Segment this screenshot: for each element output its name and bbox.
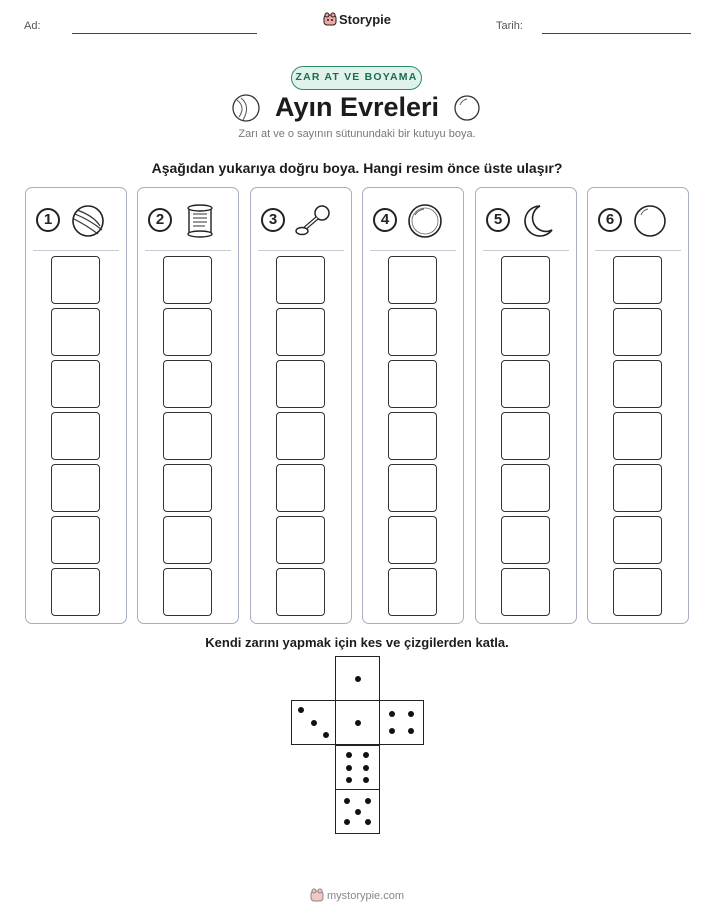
color-box[interactable] — [388, 308, 437, 356]
telescope-icon — [293, 202, 333, 240]
color-box[interactable] — [388, 568, 437, 616]
color-box[interactable] — [163, 464, 212, 512]
die-pip — [346, 752, 352, 758]
color-box[interactable] — [163, 256, 212, 304]
column-number: 4 — [373, 208, 397, 232]
column-header — [476, 202, 576, 242]
color-box[interactable] — [613, 360, 662, 408]
die-face-4 — [379, 700, 424, 745]
color-box[interactable] — [163, 568, 212, 616]
storypie-logo-icon — [323, 12, 337, 26]
color-box[interactable] — [163, 360, 212, 408]
color-box[interactable] — [276, 412, 325, 460]
die-pip — [363, 765, 369, 771]
die-face-3 — [291, 700, 336, 745]
die-pip — [363, 752, 369, 758]
die-pip — [355, 720, 361, 726]
column-1 — [25, 187, 127, 624]
brand-name: Storypie — [338, 12, 391, 27]
column-3 — [250, 187, 352, 624]
color-box[interactable] — [276, 256, 325, 304]
column-header — [138, 202, 238, 242]
full-moon-icon — [405, 202, 445, 240]
die-pip — [389, 728, 395, 734]
column-5 — [475, 187, 577, 624]
planet-icon — [68, 202, 108, 240]
die-pip — [365, 819, 371, 825]
color-box[interactable] — [51, 360, 100, 408]
color-box[interactable] — [276, 464, 325, 512]
date-label: Tarih: — [496, 20, 523, 32]
color-box[interactable] — [163, 516, 212, 564]
storypie-logo-icon — [310, 888, 324, 902]
column-number: 2 — [148, 208, 172, 232]
color-box[interactable] — [501, 360, 550, 408]
page-subtitle: Zarı at ve o sayının sütunundaki bir kutuyu boya. — [238, 128, 476, 140]
color-box[interactable] — [613, 464, 662, 512]
color-box[interactable] — [51, 412, 100, 460]
column-number: 6 — [598, 208, 622, 232]
die-pip — [408, 711, 414, 717]
column-divider — [145, 250, 231, 251]
die-pip — [311, 720, 317, 726]
color-box[interactable] — [51, 308, 100, 356]
column-header — [588, 202, 688, 242]
die-face-6 — [335, 745, 380, 790]
color-box[interactable] — [276, 308, 325, 356]
color-box[interactable] — [613, 256, 662, 304]
scroll-icon — [180, 202, 220, 240]
moon-outline-icon — [452, 93, 482, 123]
column-divider — [595, 250, 681, 251]
color-box[interactable] — [51, 464, 100, 512]
die-pip — [389, 711, 395, 717]
color-box[interactable] — [501, 412, 550, 460]
color-box[interactable] — [51, 516, 100, 564]
die-pip — [355, 809, 361, 815]
color-box[interactable] — [613, 308, 662, 356]
column-2 — [137, 187, 239, 624]
die-pip — [408, 728, 414, 734]
color-box[interactable] — [163, 308, 212, 356]
column-6 — [587, 187, 689, 624]
new-moon-icon — [630, 202, 670, 240]
die-face-1 — [335, 656, 380, 701]
date-line — [542, 33, 691, 34]
name-label: Ad: — [24, 20, 41, 32]
column-header — [363, 202, 463, 242]
column-number: 3 — [261, 208, 285, 232]
color-box[interactable] — [613, 412, 662, 460]
color-box[interactable] — [276, 516, 325, 564]
coloring-instruction: Aşağıdan yukarıya doğru boya. Hangi resim önce üste ulaşır? — [151, 160, 563, 176]
color-box[interactable] — [388, 516, 437, 564]
activity-badge: ZAR AT VE BOYAMA — [291, 66, 422, 90]
dice-instruction: Kendi zarını yapmak için kes ve çizgilerden katla. — [205, 635, 509, 650]
color-box[interactable] — [388, 412, 437, 460]
die-pip — [344, 819, 350, 825]
color-box[interactable] — [388, 256, 437, 304]
die-pip — [365, 798, 371, 804]
color-box[interactable] — [613, 516, 662, 564]
die-face-5 — [335, 789, 380, 834]
column-header — [26, 202, 126, 242]
name-line — [72, 33, 257, 34]
color-box[interactable] — [388, 360, 437, 408]
die-pip — [363, 777, 369, 783]
column-number: 1 — [36, 208, 60, 232]
color-box[interactable] — [276, 360, 325, 408]
color-box[interactable] — [276, 568, 325, 616]
column-divider — [370, 250, 456, 251]
column-divider — [33, 250, 119, 251]
color-box[interactable] — [501, 568, 550, 616]
color-box[interactable] — [501, 516, 550, 564]
column-header — [251, 202, 351, 242]
color-box[interactable] — [51, 568, 100, 616]
die-pip — [344, 798, 350, 804]
color-box[interactable] — [501, 308, 550, 356]
color-box[interactable] — [501, 256, 550, 304]
footer-url[interactable]: mystorypie.com — [326, 890, 405, 902]
die-pip — [355, 676, 361, 682]
die-pip — [323, 732, 329, 738]
die-pip — [298, 707, 304, 713]
footer — [0, 888, 714, 902]
die-face-1 — [335, 700, 380, 745]
column-divider — [483, 250, 569, 251]
brand-logo — [0, 12, 714, 27]
color-box[interactable] — [501, 464, 550, 512]
color-box[interactable] — [163, 412, 212, 460]
column-number: 5 — [486, 208, 510, 232]
crescent-moon-icon — [518, 202, 558, 240]
column-4 — [362, 187, 464, 624]
page-title: Ayın Evreleri — [274, 92, 440, 122]
die-pip — [346, 777, 352, 783]
color-box[interactable] — [388, 464, 437, 512]
column-divider — [258, 250, 344, 251]
die-pip — [346, 765, 352, 771]
color-box[interactable] — [51, 256, 100, 304]
color-box[interactable] — [613, 568, 662, 616]
